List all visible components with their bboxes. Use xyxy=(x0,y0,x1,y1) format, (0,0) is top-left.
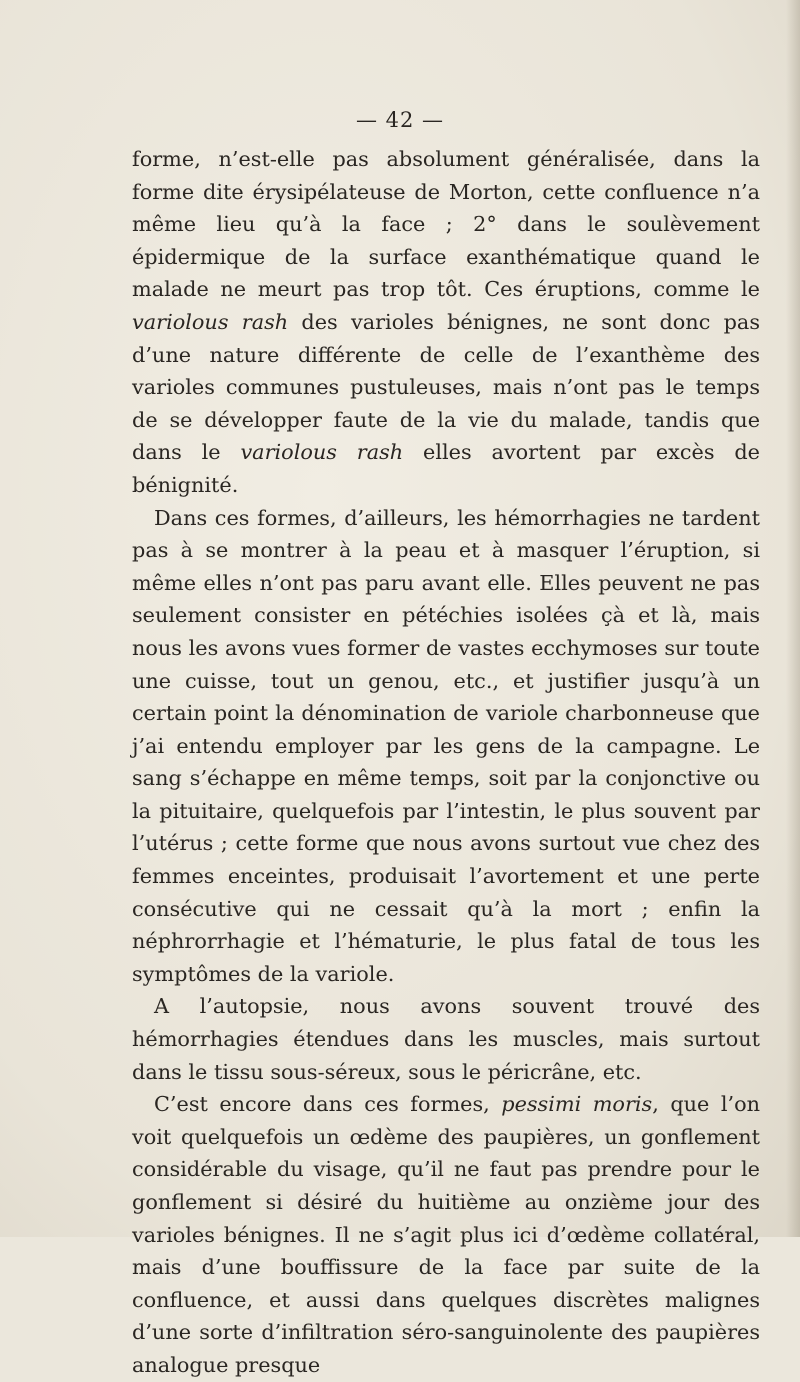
text-run: elles avortent par excès de bénignité. xyxy=(132,440,760,497)
paragraph-4 xyxy=(132,1088,760,1381)
page-edge-shadow xyxy=(786,0,800,1237)
italic-term-variolous-rash: variolous rash xyxy=(240,440,404,465)
italic-term-variolous-rash: variolous rash xyxy=(132,309,289,334)
text-run: , que l’on voit quelquefois un œdème des paupières, un gonflement considérable du visage, qu’il ne faut pas prendre pour le gonflement si désiré du huitième au onzième jour des varioles bénignes. Il ne s’agit plus ici d’œdème collatéral, mais d’une bouffissure de la face par suite de la confluence, et aussi dans quelques discrètes malignes d’une sorte d’infiltration séro-sanguinolente des paupières analogue presque xyxy=(132,1092,760,1377)
text-run: A l’autopsie, nous avons souvent trouvé des hémorrhagies étendues dans les muscles, mais surtout dans le tissu sous-séreux, sous le péricrâne, etc. xyxy=(132,994,760,1084)
body-text xyxy=(132,143,760,1382)
italic-term-pessimi-moris: pessimi moris xyxy=(501,1092,653,1117)
paragraph-1 xyxy=(132,143,760,502)
paragraph-2 xyxy=(132,502,760,991)
text-run: forme, n’est-elle pas absolument généralisée, dans la forme dite érysipélateuse de Morton, cette confluence n’a même lieu qu’à la face ; 2° dans le soulèvement épidermique de la surface exanthématique quand le malade ne meurt pas trop tôt. Ces éruptions, comme le xyxy=(132,147,760,302)
page-number: — 42 — xyxy=(355,108,445,132)
paragraph-3 xyxy=(132,990,760,1088)
text-run: C’est encore dans ces formes, xyxy=(154,1092,502,1117)
text-run: Dans ces formes, d’ailleurs, les hémorrhagies ne tardent pas à se montrer à la peau et à masquer l’éruption, si même elles n’ont pas paru avant elle. Elles peuvent ne pas seulement consister en pétéchies isolées çà et là, mais nous les avons vues former de vastes ecchymoses sur toute une cuisse, tout un genou, etc., et justifier jusqu’à un certain point la dénomination de variole charbonneuse que j’ai entendu employer par les gens de la campagne. Le sang s’échappe en même temps, soit par la conjonctive ou la pituitaire, quelquefois par l’intestin, le plus souvent par l’utérus ; cette forme que nous avons surtout vue chez des femmes enceintes, produisait l’avortement et une perte consécutive qui ne cessait qu’à la mort ; enfin la néphrorrhagie et l’hématurie, le plus fatal de tous les symptômes de la variole. xyxy=(132,505,760,986)
text-run: des varioles bénignes, ne sont donc pas d’une nature différente de celle de l’exanthème des varioles communes pustuleuses, mais n’ont pas le temps de se développer faute de la vie du malade, tandis que dans le xyxy=(132,309,760,465)
